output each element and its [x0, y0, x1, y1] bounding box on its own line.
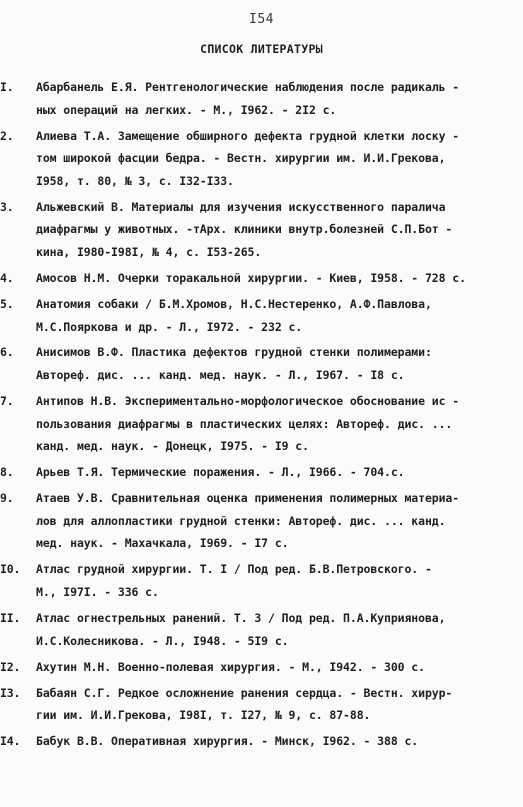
page-number: I54 — [249, 12, 274, 27]
reference-text-line: мед. наук. - Махачкала, I969. - I7 с. — [36, 536, 289, 551]
page-title: СПИСОК ЛИТЕРАТУРЫ — [200, 42, 323, 56]
reference-text-line: М., I97I. - 336 с. — [36, 584, 159, 599]
reference-item — [0, 558, 523, 603]
reference-text-line: том широкой фасции бедра. - Вестн. хирургии им. И.И.Грекова, — [36, 151, 446, 166]
reference-number: I0. — [0, 562, 21, 577]
reference-number: I2. — [0, 659, 21, 674]
reference-item — [0, 682, 523, 727]
reference-item — [0, 607, 523, 652]
reference-text-line: ных операций на легких. - М., I962. - 2I2 с. — [36, 102, 337, 117]
reference-text-line: канд. мед. наук. - Донецк, I975. - I9 с. — [36, 439, 309, 454]
reference-text-line: диафрагмы у животных. -тАрх. клиники внутр.болезней С.П.Бот - — [36, 222, 453, 237]
reference-number: 6. — [0, 345, 14, 360]
reference-item — [0, 461, 523, 484]
reference-list — [0, 76, 523, 756]
reference-text-line: Анисимов В.Ф. Пластика дефектов грудной стенки полимерами: — [36, 345, 432, 360]
reference-text-line: Атлас огнестрельных ранений. Т. 3 / Под ред. П.А.Куприянова, — [36, 610, 446, 625]
reference-text-line: М.С.Пояркова и др. - Л., I972. - 232 с. — [36, 319, 303, 334]
reference-number: 4. — [0, 270, 14, 285]
reference-item — [0, 125, 523, 193]
reference-text-line: Алиева Т.А. Замещение обширного дефекта грудной клетки лоску - — [36, 128, 460, 143]
reference-text-line: лов для аллопластики грудной стенки: Автореф. дис. ... канд. — [36, 513, 446, 528]
reference-item — [0, 267, 523, 290]
reference-item — [0, 76, 523, 121]
reference-text-line: I958, т. 80, № 3, с. I32-I33. — [36, 173, 234, 188]
reference-number: 8. — [0, 465, 14, 480]
reference-text-line: Атаев У.В. Сравнительная оценка применения полимерных материа- — [36, 491, 460, 506]
reference-number: 9. — [0, 491, 14, 506]
reference-number: 3. — [0, 199, 14, 214]
reference-number: I4. — [0, 734, 21, 749]
reference-number: 2. — [0, 128, 14, 143]
reference-text-line: Альжевский В. Материалы для изучения искусственного паралича — [36, 199, 446, 214]
reference-text-line: Бабук В.В. Оперативная хирургия. - Минск, I962. - 388 с. — [36, 734, 419, 749]
reference-text-line: пользования диафрагмы в пластических целях: Автореф. дис. ... — [36, 416, 453, 431]
reference-item — [0, 656, 523, 679]
reference-text-line: кина, I980-I98I, № 4, с. I53-265. — [36, 244, 262, 259]
reference-number: I. — [0, 80, 14, 94]
reference-text-line: гии им. И.И.Грекова, I98I, т. I27, № 9, с. 87-88. — [36, 708, 371, 723]
reference-item — [0, 487, 523, 555]
reference-text-line: Абарбанель Е.Я. Рентгенологические наблюдения после радикаль - — [36, 80, 460, 94]
reference-text-line: Амосов Н.М. Очерки торакальной хирургии. - Киев, I958. - 728 с. — [36, 270, 466, 285]
reference-text-line: Арьев Т.Я. Термические поражения. - Л., I966. - 704.с. — [36, 465, 405, 480]
reference-text-line: Автореф. дис. ... канд. мед. наук. - Л., I967. - I8 с. — [36, 368, 405, 383]
reference-text-line: Бабаян С.Г. Редкое осложнение ранения сердца. - Вестн. хирур- — [36, 685, 453, 700]
reference-text-line: Атлас грудной хирургии. Т. I / Под ред. Б.В.Петровского. - — [36, 562, 432, 577]
reference-item — [0, 341, 523, 386]
reference-number: 7. — [0, 394, 14, 409]
reference-text-line: И.С.Колесникова. - Л., I948. - 5I9 с. — [36, 633, 289, 648]
reference-item — [0, 390, 523, 458]
reference-item — [0, 293, 523, 338]
reference-item — [0, 196, 523, 264]
reference-text-line: Антипов Н.В. Экспериментально-морфологическое обоснование ис - — [36, 394, 460, 409]
reference-text-line: Ахутин М.Н. Военно-полевая хирургия. - М., I942. - 300 с. — [36, 659, 425, 674]
reference-text-line: Анатомия собаки / Б.М.Хромов, Н.С.Нестеренко, А.Ф.Павлова, — [36, 296, 432, 311]
reference-number: 5. — [0, 296, 14, 311]
reference-number: II. — [0, 610, 21, 625]
reference-item — [0, 730, 523, 753]
reference-number: I3. — [0, 685, 21, 700]
